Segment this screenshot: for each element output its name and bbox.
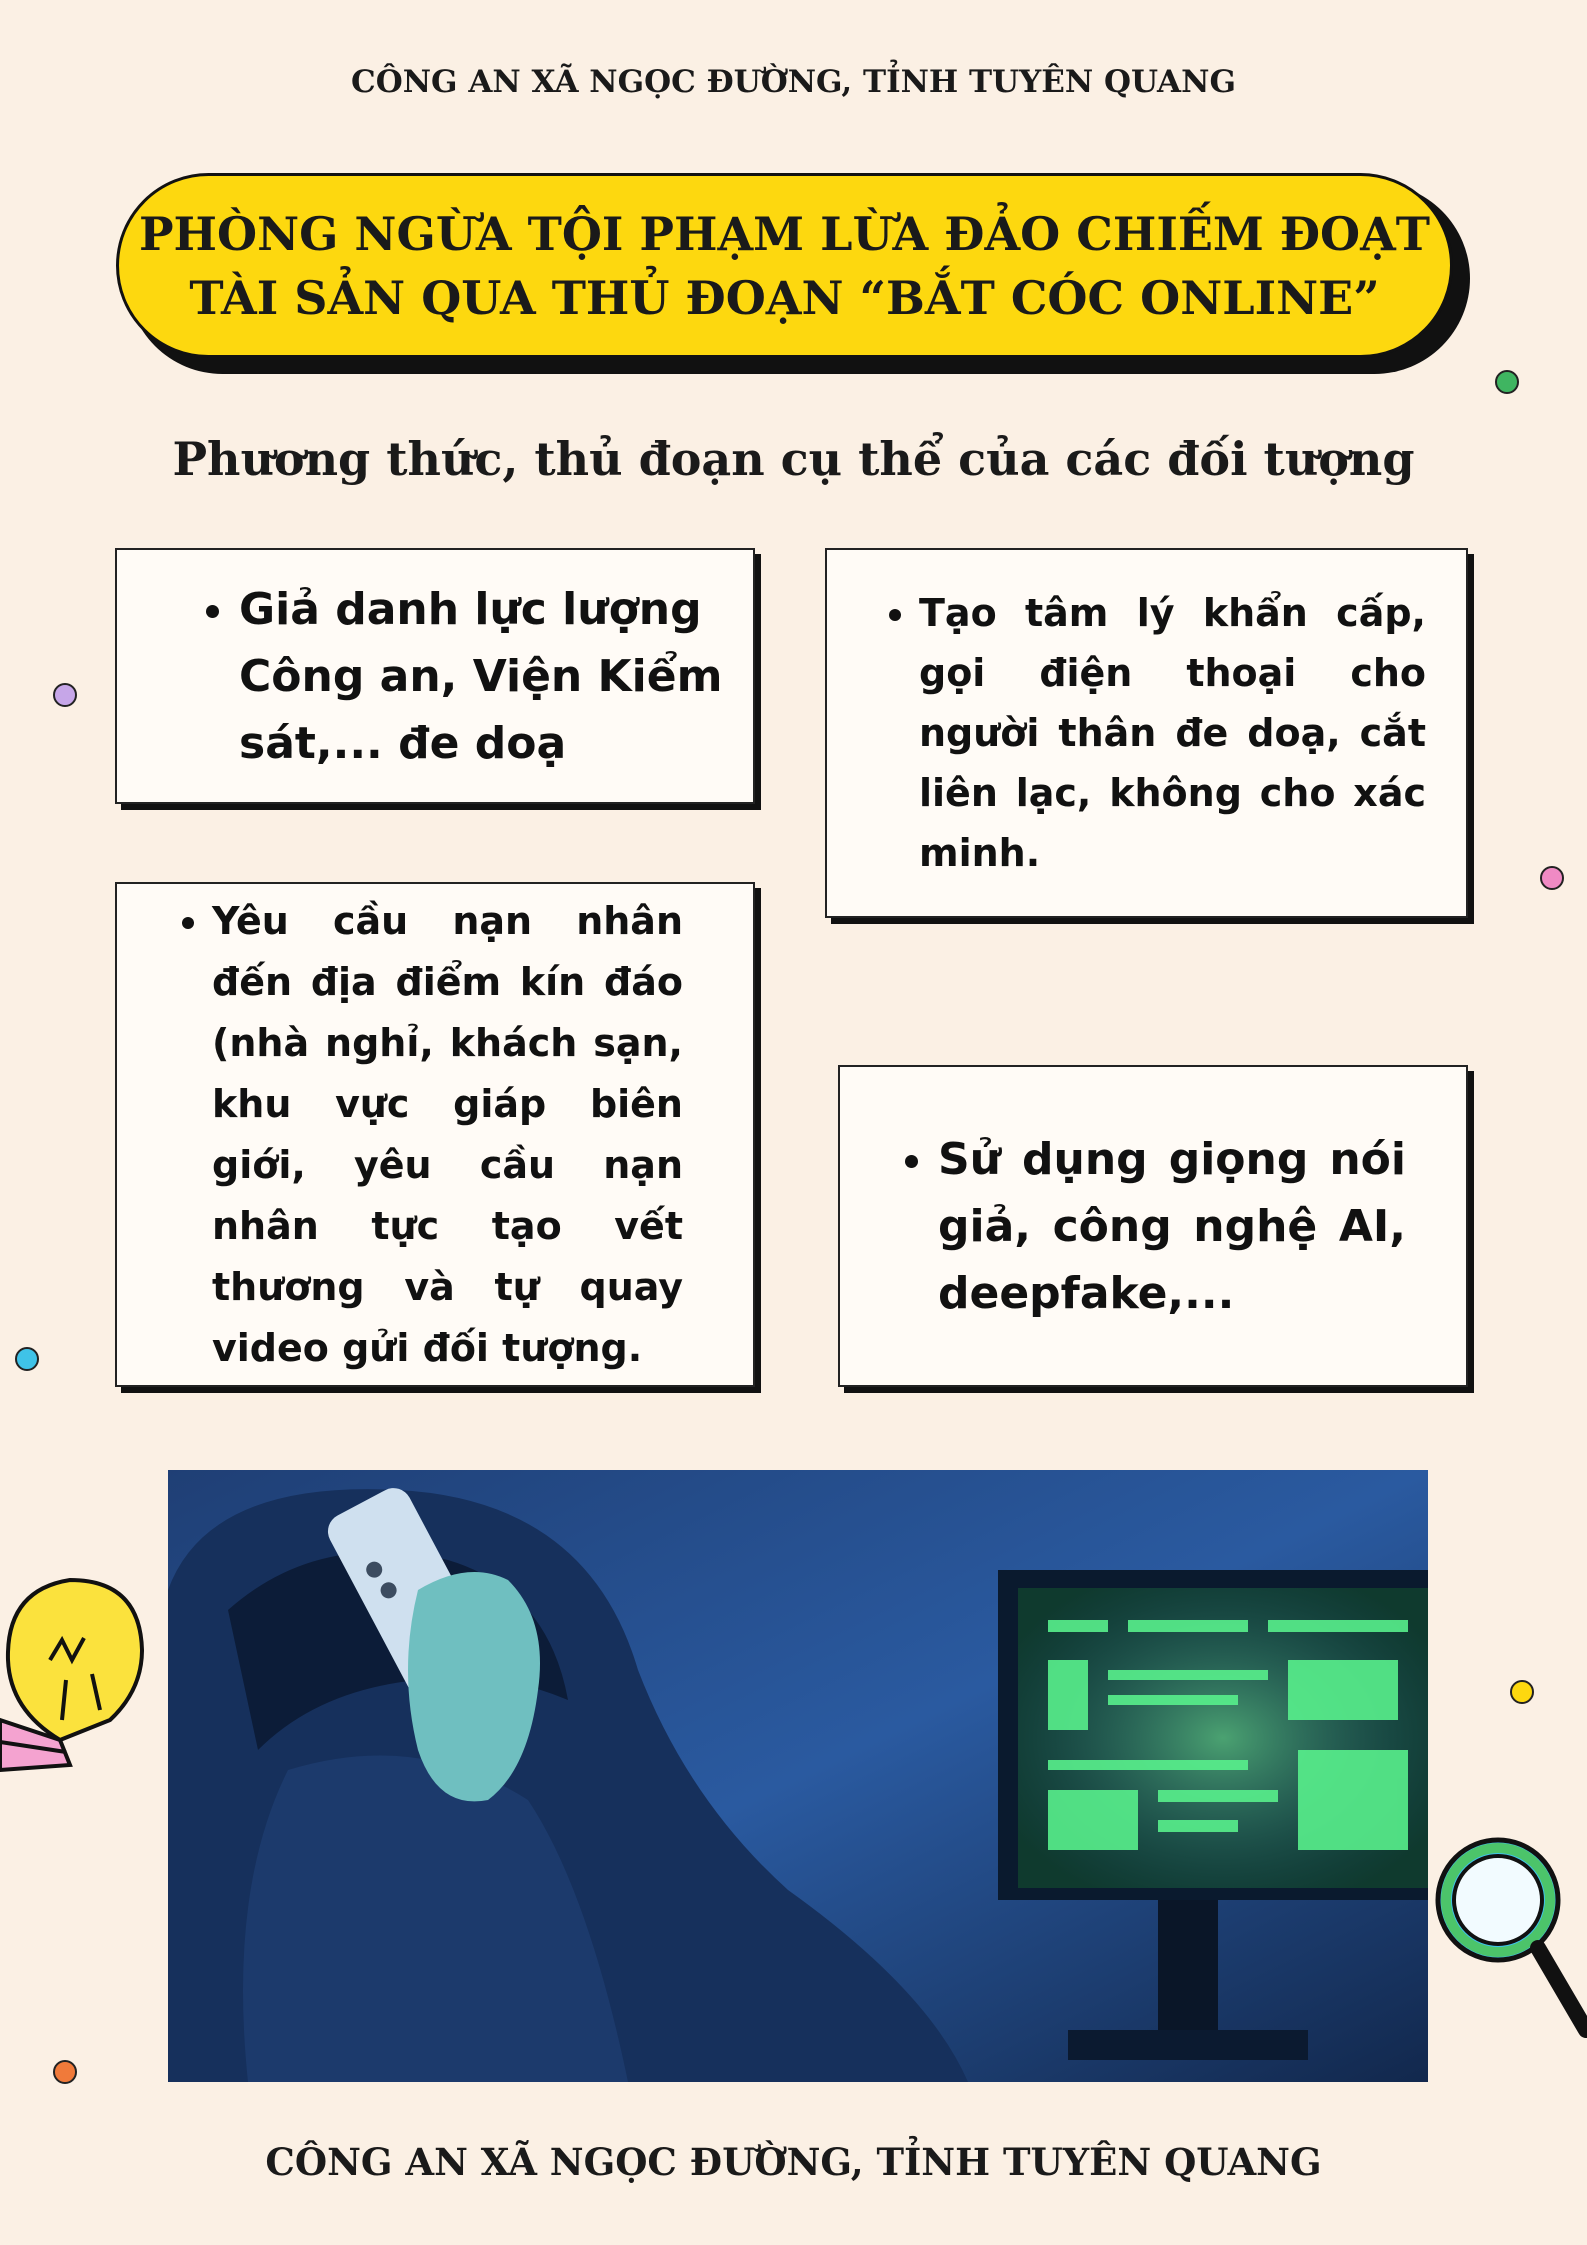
section-subtitle: Phương thức, thủ đoạn cụ thể của các đối tượng xyxy=(172,432,1415,486)
banner-line-1: PHÒNG NGỪA TỘI PHẠM LỪA ĐẢO CHIẾM ĐOẠT xyxy=(138,206,1431,261)
decor-dot-orange xyxy=(53,2060,77,2084)
lightbulb-icon xyxy=(0,1570,150,1790)
header-org: CÔNG AN XÃ NGỌC ĐƯỜNG, TỈNH TUYÊN QUANG xyxy=(351,64,1236,100)
decor-dot-blue xyxy=(15,1347,39,1371)
magnifier-icon xyxy=(1428,1830,1587,2075)
decor-dot-green xyxy=(1495,370,1519,394)
method-card-2 xyxy=(825,548,1468,918)
title-banner xyxy=(116,173,1453,358)
decor-dot-yellow xyxy=(1510,1680,1534,1704)
hacker-photo xyxy=(168,1470,1428,2082)
footer-org: CÔNG AN XÃ NGỌC ĐƯỜNG, TỈNH TUYÊN QUANG xyxy=(265,2140,1322,2184)
method-card-3 xyxy=(115,882,755,1387)
banner-line-2: TÀI SẢN QUA THỦ ĐOẠN “BẮT CÓC ONLINE” xyxy=(189,270,1380,325)
method-card-4 xyxy=(838,1065,1468,1387)
method-text-2: • Tạo tâm lý khẩn cấp, gọi điện thoại cho người thân đe doạ, cắt liên lạc, không cho xác minh. xyxy=(919,583,1426,883)
method-text-1: • Giả danh lực lượng Công an, Viện Kiểm sát,... đe doạ xyxy=(239,576,723,777)
method-text-3: • Yêu cầu nạn nhân đến địa điểm kín đáo (nhà nghỉ, khách sạn, khu vực giáp biên giới, yêu cầu nạn nhân tực tạo vết thương và tự quay video gửi đối tượng. xyxy=(212,891,683,1379)
decor-dot-pink xyxy=(1540,866,1564,890)
method-card-1 xyxy=(115,548,755,804)
method-text-4: • Sử dụng giọng nói giả, công nghệ AI, deepfake,... xyxy=(938,1126,1406,1327)
decor-dot-purple xyxy=(53,683,77,707)
